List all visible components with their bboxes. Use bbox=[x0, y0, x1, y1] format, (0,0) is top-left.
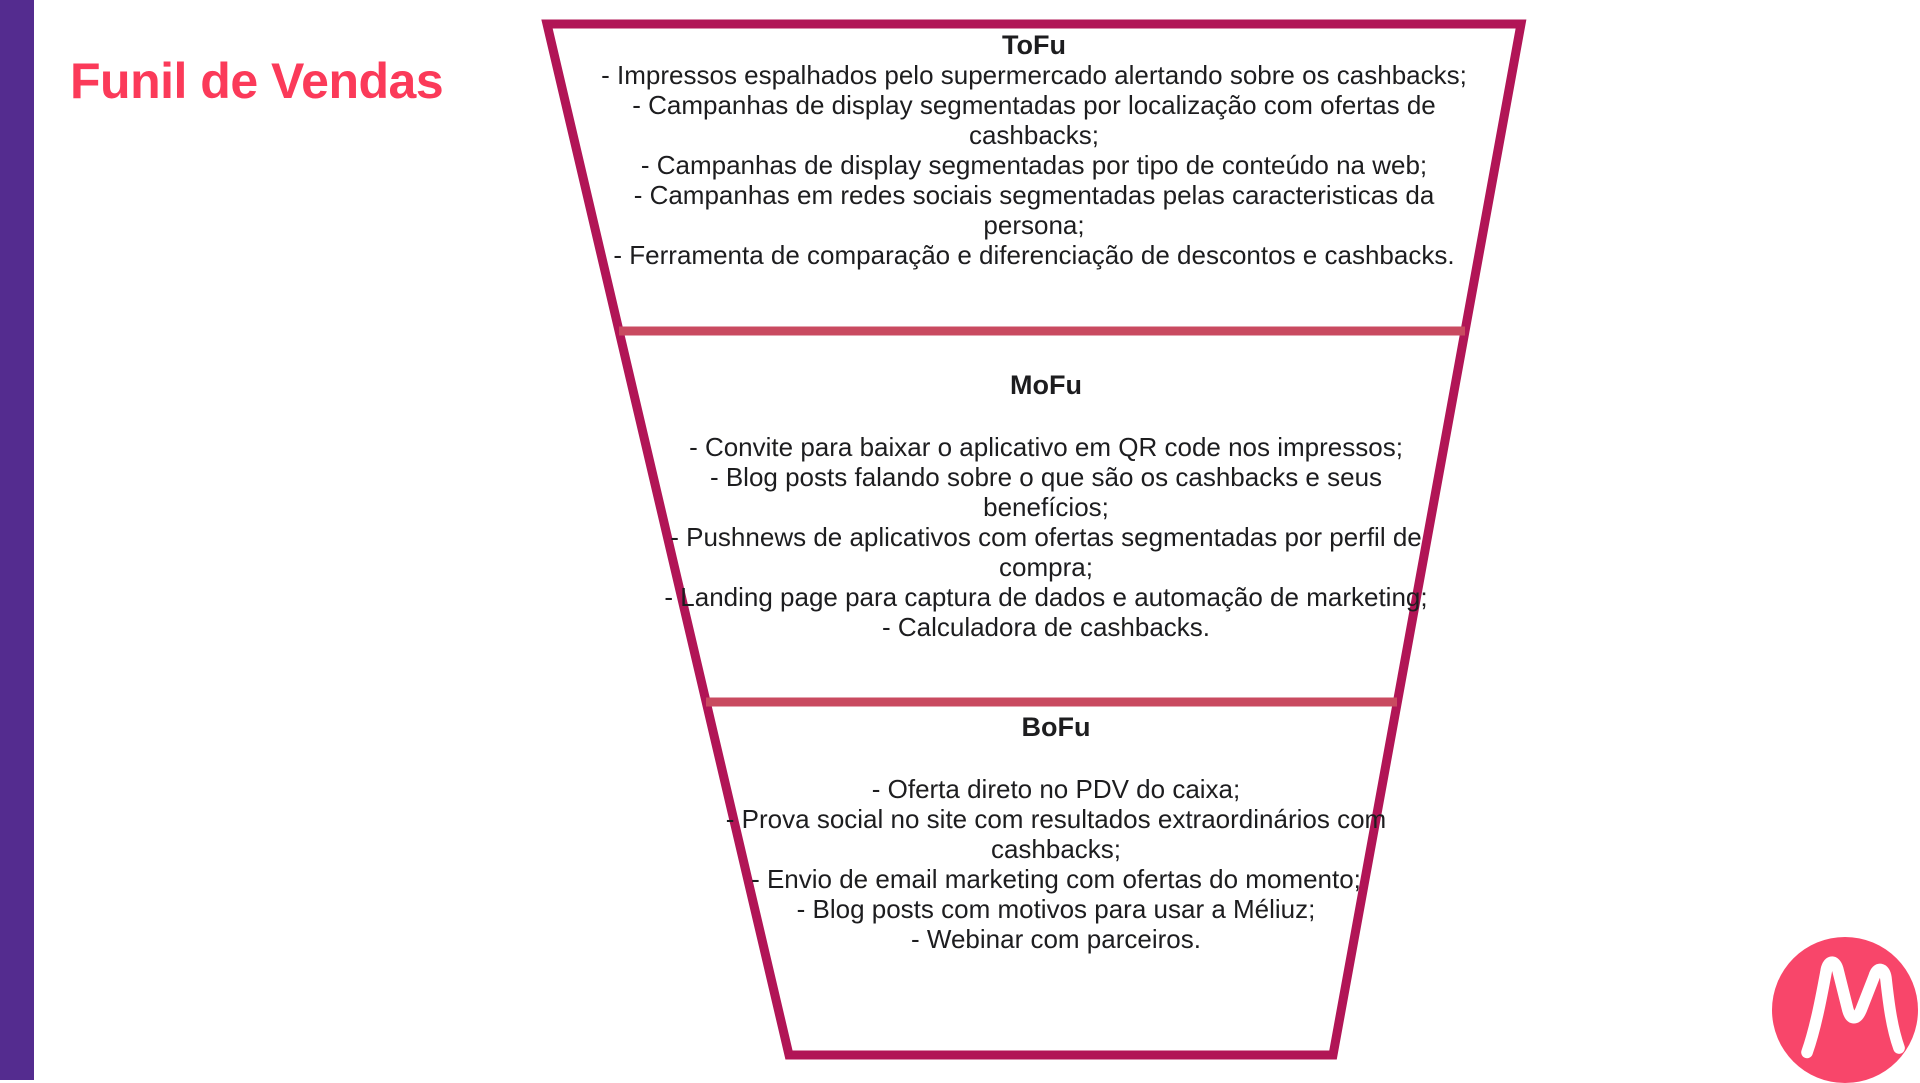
funnel-item: - Blog posts com motivos para usar a Méliuz; bbox=[796, 894, 1316, 924]
section-title-mofu: MoFu bbox=[1010, 370, 1082, 400]
funnel-item: - Calculadora de cashbacks. bbox=[881, 612, 1211, 642]
funnel-section-tofu bbox=[599, 30, 1469, 270]
funnel-item: - Campanhas de display segmentadas por tipo de conteúdo na web; bbox=[640, 150, 1428, 180]
funnel-item: - Ferramenta de comparação e diferenciação de descontos e cashbacks. bbox=[613, 240, 1455, 270]
section-title-bofu: BoFu bbox=[1021, 712, 1091, 742]
funnel-item: - Prova social no site com resultados extraordinários com cashbacks; bbox=[725, 804, 1387, 864]
funnel-item: - Campanhas em redes sociais segmentadas pelas caracteristicas da persona; bbox=[633, 180, 1435, 240]
section-title-tofu: ToFu bbox=[1002, 30, 1066, 60]
funnel-item: - Landing page para captura de dados e automação de marketing; bbox=[664, 582, 1428, 612]
funnel-item: - Pushnews de aplicativos com ofertas segmentadas por perfil de compra; bbox=[670, 522, 1422, 582]
page-title: Funil de Vendas bbox=[70, 53, 444, 109]
funnel-item: - Convite para baixar o aplicativo em QR code nos impressos; bbox=[689, 432, 1403, 462]
funnel-item: - Campanhas de display segmentadas por localização com ofertas de cashbacks; bbox=[632, 90, 1436, 150]
funnel-section-bofu bbox=[716, 712, 1396, 954]
funnel-item: - Impressos espalhados pelo supermercado alertando sobre os cashbacks; bbox=[601, 60, 1467, 90]
meliuz-m-icon bbox=[1772, 937, 1918, 1083]
funnel-item: - Blog posts falando sobre o que são os cashbacks e seus benefícios; bbox=[709, 462, 1383, 522]
funnel-item: - Envio de email marketing com ofertas do momento; bbox=[751, 864, 1361, 894]
funnel-item: - Oferta direto no PDV do caixa; bbox=[871, 774, 1241, 804]
meliuz-logo bbox=[1772, 937, 1918, 1083]
funnel-section-mofu bbox=[661, 370, 1431, 642]
funnel-item: - Webinar com parceiros. bbox=[911, 924, 1201, 954]
